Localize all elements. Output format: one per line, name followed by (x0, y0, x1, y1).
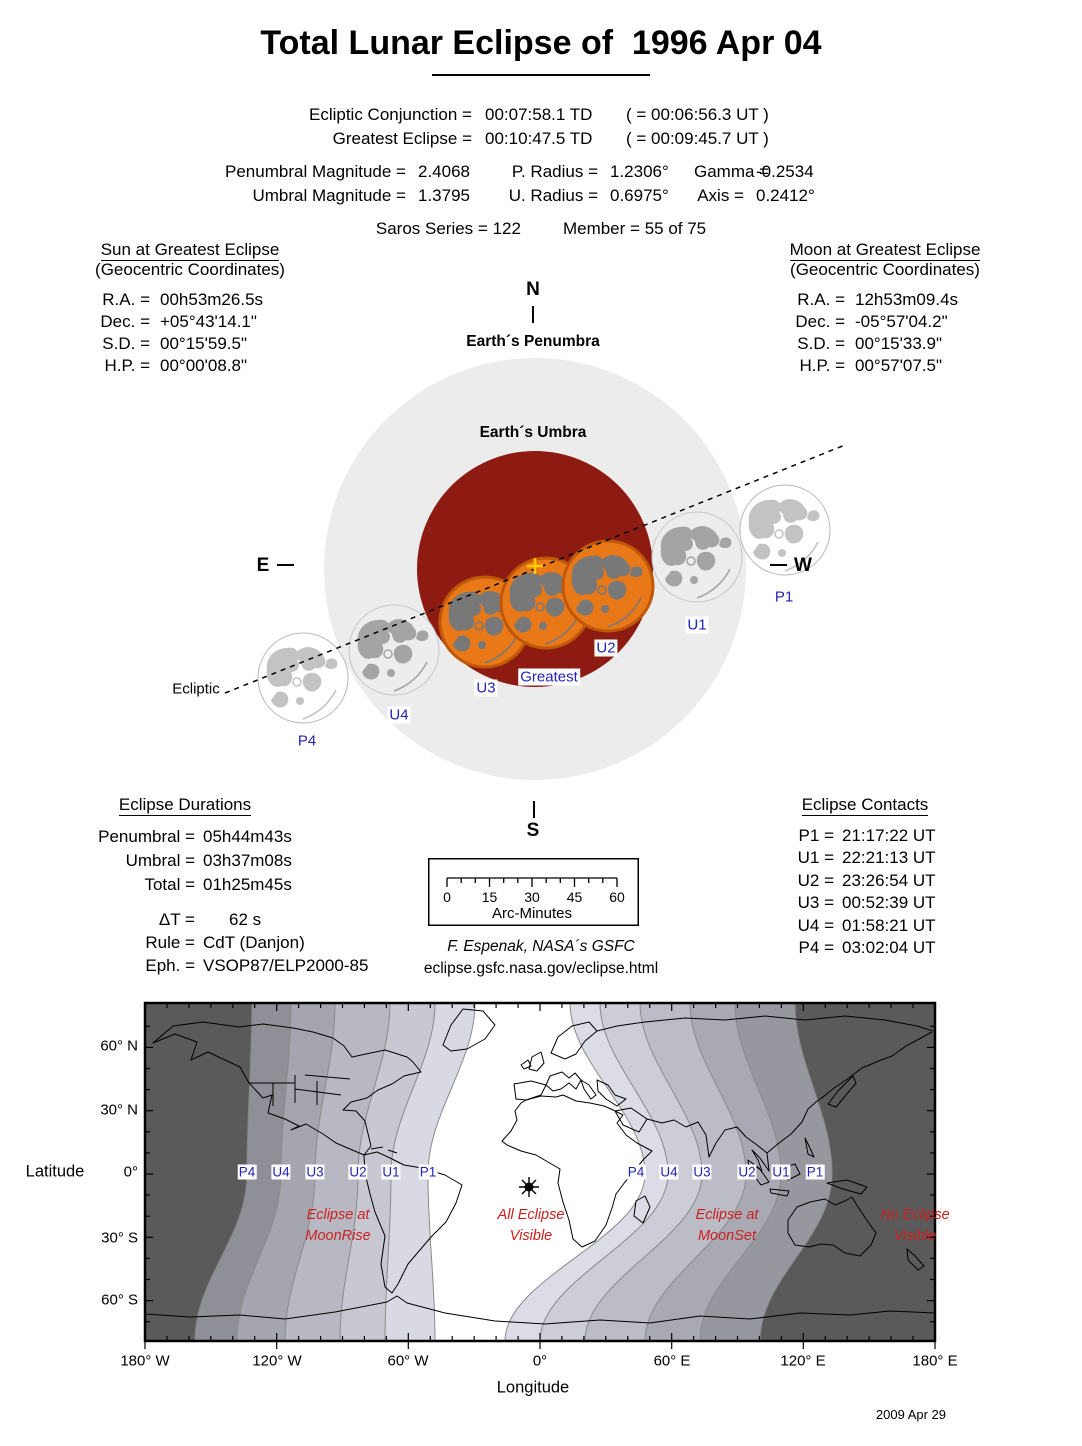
contact-chip-p4: P4 (297, 732, 317, 750)
moon-block-subtitle: (Geocentric Coordinates) (790, 260, 980, 279)
moon-u1 (652, 512, 742, 602)
moon-u2 (563, 541, 653, 631)
conjunction-row: Ecliptic Conjunction = 00:07:58.1 TD ( = 00:06:56.3 UT ) (308, 105, 769, 124)
lon-120e-label: 120° E (780, 1352, 826, 1370)
lon-60w-label: 60° W (387, 1352, 429, 1370)
lat-60s-label: 60° S (101, 1291, 138, 1309)
contact-chip-u3: U3 (476, 679, 496, 697)
west-dash (770, 564, 787, 566)
contact-chip-u1: U1 (687, 616, 707, 634)
lon-120w-label: 120° W (252, 1352, 302, 1370)
credit-author: F. Espenak, NASA´s GSFC (447, 938, 635, 955)
map-left-u1: U1 (382, 1164, 400, 1180)
eclipse-contacts-block: Eclipse Contacts P1 = 21:17:22 UT U1 = 22:21:13 UT U2 = 23:26:54 UT U3 = 00:52:39 UT U4 = 01:58:21 UT P4 = 03:02:04 UT (790, 795, 1010, 959)
page-title: Total Lunar Eclipse of 1996 Apr 04 (260, 24, 822, 62)
scale-tick-30: 30 (524, 889, 540, 905)
lon-180w-label: 180° W (120, 1352, 170, 1370)
contact-chip-greatest: Greatest (520, 668, 578, 686)
umbra-label: Earth´s Umbra (479, 424, 587, 441)
lat-60n-label: 60° N (100, 1037, 138, 1055)
scale-tick-60: 60 (609, 889, 625, 905)
north-tick (532, 306, 534, 323)
moon-coordinates-block: Moon at Greatest Eclipse (Geocentric Coordinates) R.A. = 12h53m09.4s Dec. = -05°57'04.2" S.D. = 00°15'33.9" H.P. = 00°57'07.5" (745, 240, 1025, 377)
east-dash (277, 564, 294, 566)
lat-30s-label: 30° S (101, 1229, 138, 1247)
moon-block-title: Moon at Greatest Eclipse (789, 240, 981, 259)
title-underline (432, 74, 650, 76)
durations-title: Eclipse Durations (118, 795, 252, 814)
arcminute-scale-bar (428, 858, 639, 926)
greatest-eclipse-row: Greatest Eclipse = 00:10:47.5 TD ( = 00:09:45.7 UT ) (332, 129, 769, 148)
sun-block-subtitle: (Geocentric Coordinates) (95, 260, 285, 279)
map-left-u2: U2 (349, 1164, 367, 1180)
ecliptic-label: Ecliptic (172, 680, 220, 698)
moon-p1 (740, 485, 830, 575)
moon-p4 (258, 633, 348, 723)
map-right-u1: U1 (772, 1164, 790, 1180)
scale-tick-45: 45 (566, 889, 583, 905)
map-right-u4: U4 (660, 1164, 678, 1180)
map-right-p1: P1 (806, 1164, 824, 1180)
map-right-p4: P4 (627, 1164, 645, 1180)
map-left-p4: P4 (238, 1164, 256, 1180)
revision-date: 2009 Apr 29 (875, 1407, 946, 1422)
annotation-all-visible: All Eclipse Visible (497, 1207, 565, 1244)
penumbral-magnitude-row: Penumbral Magnitude = 2.4068 P. Radius = 1.2306° Gamma = -0.2534 (225, 162, 814, 181)
umbral-magnitude-row: Umbral Magnitude = 1.3795 U. Radius = 0.6975° Axis = 0.2412° (252, 186, 815, 205)
north-label: N (526, 279, 540, 300)
west-label: W (794, 555, 812, 576)
sun-block-title: Sun at Greatest Eclipse (100, 240, 280, 259)
eclipse-durations-block: Eclipse Durations Penumbral = 05h44m43s Umbral = 03h37m08s Total = 01h25m45s (85, 795, 385, 897)
lon-60e-label: 60° E (653, 1352, 691, 1370)
sub-lunar-point-star (519, 1177, 539, 1197)
south-label: S (526, 820, 540, 841)
east-label: E (256, 555, 270, 576)
longitude-axis-label: Longitude (496, 1378, 570, 1397)
south-tick (533, 801, 535, 818)
scale-tick-0: 0 (443, 889, 451, 905)
lon-0-label: 0° (532, 1352, 548, 1370)
lat-30n-label: 30° N (100, 1101, 138, 1119)
map-right-u2: U2 (738, 1164, 756, 1180)
map-right-u3: U3 (693, 1164, 711, 1180)
calculation-parameters-block: ΔT = 62 s Rule = CdT (Danjon) Eph. = VSOP87/ELP2000-85 (145, 910, 369, 975)
map-left-p1: P1 (419, 1164, 437, 1180)
sun-coordinates-block: Sun at Greatest Eclipse (Geocentric Coordinates) R.A. = 00h53m26.5s Dec. = +05°43'14.1" S.D. = 00°15'59.5" H.P. = 00°00'08.8" (50, 240, 330, 377)
lat-0-label: 0° (123, 1163, 138, 1181)
contact-chip-p1: P1 (774, 588, 794, 606)
annotation-moonrise: Eclipse at MoonRise (305, 1207, 371, 1244)
contact-chip-u4: U4 (389, 706, 409, 724)
contact-chip-u2: U2 (596, 639, 616, 657)
conjunction-block (180, 103, 920, 151)
annotation-moonset: Eclipse at MoonSet (695, 1207, 759, 1244)
magnitude-block (180, 160, 920, 208)
credit-url: eclipse.gsfc.nasa.gov/eclipse.html (423, 960, 659, 977)
map-left-u4: U4 (272, 1164, 290, 1180)
shadow-diagram (180, 340, 900, 800)
scale-tick-15: 15 (481, 889, 498, 905)
latitude-axis-label: Latitude (25, 1162, 85, 1181)
scale-units-label: Arc-Minutes (491, 905, 573, 922)
map-left-u3: U3 (306, 1164, 324, 1180)
saros-row: Saros Series = 122 Member = 55 of 75 (375, 219, 707, 238)
lon-180e-label: 180° E (912, 1352, 958, 1370)
contacts-title: Eclipse Contacts (801, 795, 929, 814)
penumbra-label: Earth´s Penumbra (466, 333, 600, 350)
annotation-no-eclipse: No Eclipse Visible (880, 1207, 950, 1244)
moon-u4 (349, 605, 439, 695)
